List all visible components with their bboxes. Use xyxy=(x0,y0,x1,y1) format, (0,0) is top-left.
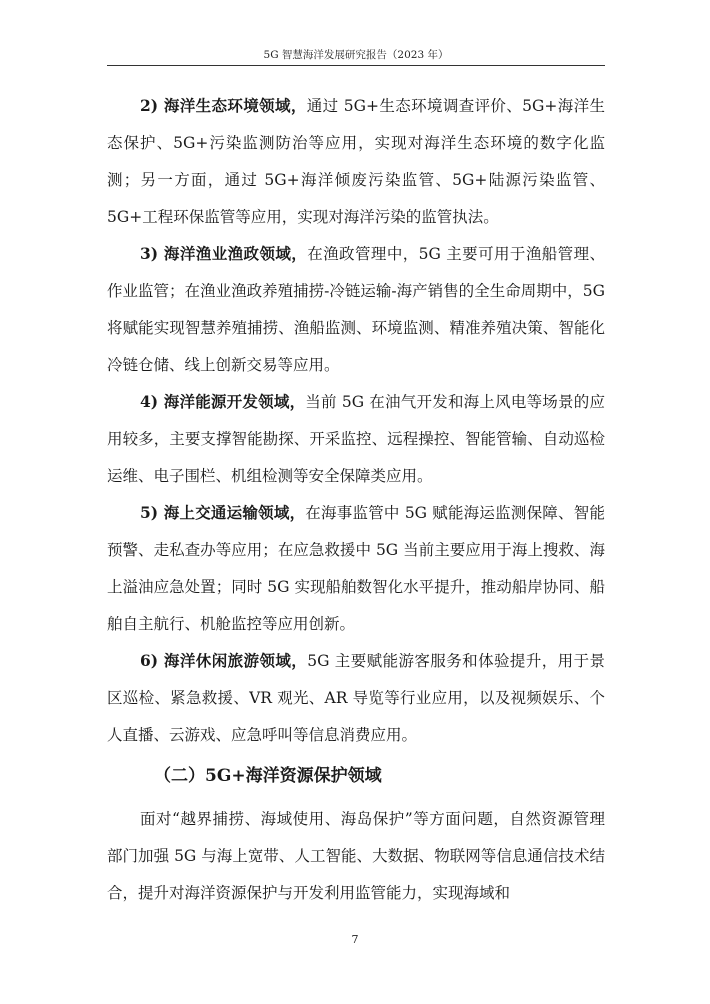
paragraph-text: 在渔政管理中，5G 主要可用于渔船管理、作业监管；在渔业渔政养殖捕捞-冷链运输-海产销售的全生命周期中，5G 将赋能实现智慧养殖捕捞、渔船监测、环境监测、精准养殖决策、智能化冷链仓储、线上创新交易等应用。 xyxy=(107,245,606,374)
paragraph-fishery xyxy=(107,235,605,384)
paragraph-text: 通过 5G+生态环境调查评价、5G+海洋生态保护、5G+污染监测防治等应用，实现对海洋生态环境的数字化监测；另一方面，通过 5G+海洋倾废污染监管、5G+陆源污染监管、5G+工程环保监管等应用，实现对海洋污染的监管执法。 xyxy=(107,97,606,226)
paragraph-energy xyxy=(107,383,605,495)
section-title: （二）5G+海洋资源保护领域 xyxy=(154,766,382,786)
paragraph-text: 在海事监管中 5G 赋能海运监测保障、智能预警、走私查办等应用；在应急救援中 5G 当前主要应用于海上搜救、海上溢油应急处置；同时 5G 实现船舶数智化水平提升，推动船岸协同、船舶自主航行、机舱监控等应用创新。 xyxy=(107,504,605,633)
header-divider xyxy=(107,65,605,66)
paragraph-marine-ecology xyxy=(107,87,605,236)
paragraph-lead: 4) 海洋能源开发领域， xyxy=(140,392,306,411)
page-number: 7 xyxy=(351,933,359,946)
paragraph-resource-protection xyxy=(107,801,605,912)
paragraph-tourism xyxy=(107,642,605,754)
paragraph-lead: 3) 海洋渔业渔政领域， xyxy=(140,244,308,263)
paragraph-transport xyxy=(107,494,605,643)
paragraph-lead: 2) 海洋生态环境领域， xyxy=(140,96,307,115)
paragraph-lead: 6) 海洋休闲旅游领域， xyxy=(140,651,308,670)
paragraph-text: 当前 5G 在油气开发和海上风电等场景的应用较多，主要支撑智能勘探、开采监控、远程操控、智能管输、自动巡检运维、电子围栏、机组检测等安全保障类应用。 xyxy=(107,393,605,485)
paragraph-text: 5G 主要赋能游客服务和体验提升，用于景区巡检、紧急救援、VR 观光、AR 导览等行业应用，以及视频娱乐、个人直播、云游戏、应急呼叫等信息消费应用。 xyxy=(107,652,606,744)
paragraph-lead: 5) 海上交通运输领域， xyxy=(140,503,306,522)
page-header: 5G 智慧海洋发展研究报告（2023 年） xyxy=(263,49,449,61)
paragraph-text: 面对“越界捕捞、海域使用、海岛保护”等方面问题，自然资源管理部门加强 5G 与海上宽带、人工智能、大数据、物联网等信息通信技术结合，提升对海洋资源保护与开发利用监管能力，实现海域和 xyxy=(107,810,605,902)
